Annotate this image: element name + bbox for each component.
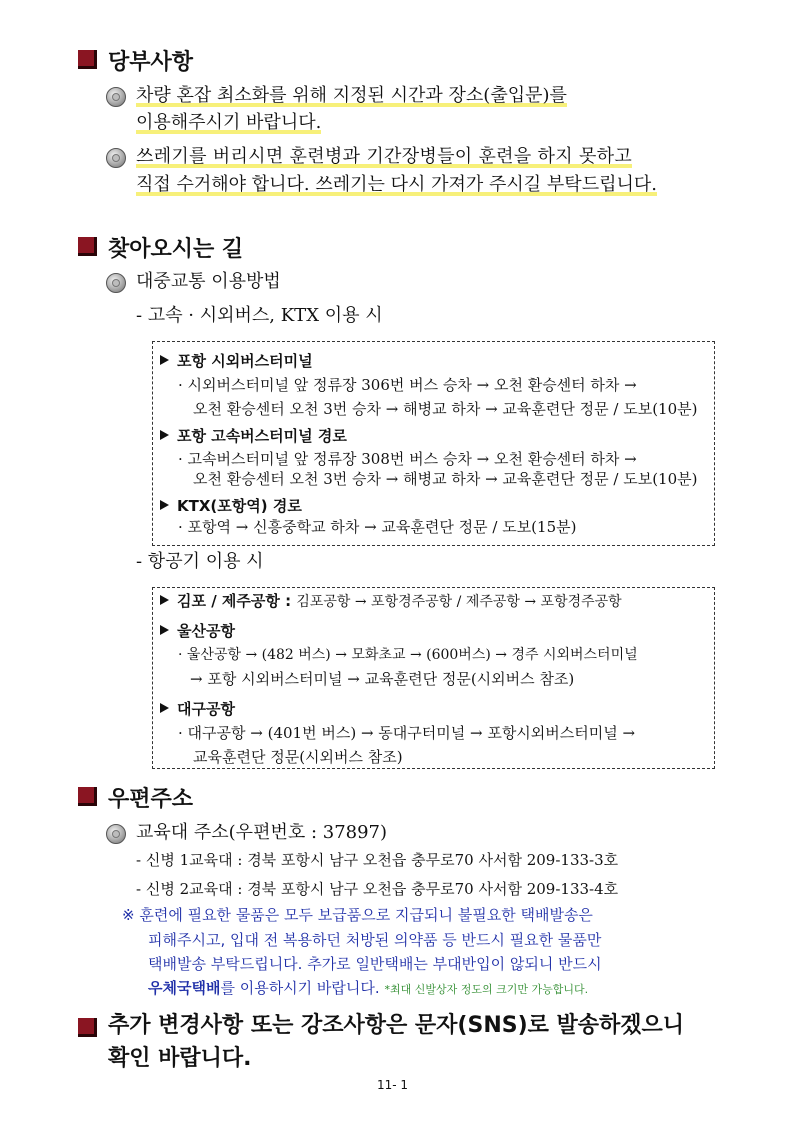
section-marker-icon: [78, 1018, 97, 1037]
notice-line: 이용해주시기 바랍니다.: [136, 112, 322, 133]
route-line: · 대구공항 → (401번 버스) → 동대구터미널 → 포항시외버스터미널 →: [178, 724, 636, 742]
route-line: · 포항역 → 신흥중학교 하차 → 교육훈련단 정문 / 도보(15분): [178, 518, 577, 536]
triangle-bullet-icon: [160, 703, 169, 713]
route-heading: 김포 / 제주공항 : 김포공항 → 포항경주공항 / 제주공항 → 포항경주공항: [160, 591, 622, 612]
triangle-bullet-icon: [160, 625, 169, 635]
section-title-directions: 찾아오시는 길: [108, 237, 244, 262]
page-number: 11- 1: [377, 1078, 409, 1092]
parcel-note-line: 우체국택배를 이용하시기 바랍니다. *최대 신발상자 정도의 크기만 가능합니다.: [148, 979, 589, 997]
postal-address-line: - 신병 1교육대 : 경북 포항시 남구 오천읍 충무로70 사서함 209-133-3호: [136, 851, 619, 869]
notice-line: 차량 혼잡 최소화를 위해 지정된 시간과 장소(출입문)를: [136, 85, 567, 106]
parcel-note-line: ※ 훈련에 필요한 물품은 모두 보급품으로 지급되니 불필요한 택배발송은: [122, 906, 593, 924]
route-heading: 포항 시외버스터미널: [160, 351, 313, 371]
bus-ktx-subheading: - 고속 · 시외버스, KTX 이용 시: [136, 305, 383, 326]
section-title-postal: 우편주소: [108, 787, 194, 812]
triangle-bullet-icon: [160, 355, 169, 365]
triangle-bullet-icon: [160, 430, 169, 440]
postal-address-line: - 신병 2교육대 : 경북 포항시 남구 오천읍 충무로70 사서함 209-133-4호: [136, 880, 619, 898]
post-office-parcel-label: 우체국택배: [148, 979, 221, 997]
circle-bullet-icon: [106, 148, 126, 168]
section-marker-icon: [78, 50, 97, 69]
route-heading: 대구공항: [160, 699, 235, 719]
route-line: 오천 환승센터 오천 3번 승차 → 해병교 하차 → 교육훈련단 정문 / 도보(10분): [193, 470, 698, 488]
circle-bullet-icon: [106, 824, 126, 844]
route-heading: 포항 고속버스터미널 경로: [160, 426, 347, 446]
section-title-notice: 당부사항: [108, 50, 194, 75]
route-line: 오천 환승센터 오천 3번 승차 → 해병교 하차 → 교육훈련단 정문 / 도보(10분): [193, 400, 698, 418]
parcel-size-note: *최대 신발상자 정도의 크기만 가능합니다.: [384, 983, 589, 996]
parcel-note-line: 택배발송 부탁드립니다. 추가로 일반택배는 부대반입이 않되니 반드시: [148, 955, 602, 973]
circle-bullet-icon: [106, 273, 126, 293]
public-transport-label: 대중교통 이용방법: [136, 271, 281, 292]
route-line: → 포항 시외버스터미널 → 교육훈련단 정문(시외버스 참조): [190, 670, 575, 688]
route-line: · 시외버스터미널 앞 정류장 306번 버스 승차 → 오천 환승센터 하차 →: [178, 376, 637, 394]
closing-line: 추가 변경사항 또는 강조사항은 문자(SNS)로 발송하겠으니: [108, 1013, 685, 1038]
route-heading: 울산공항: [160, 621, 235, 641]
triangle-bullet-icon: [160, 595, 169, 605]
route-heading: KTX(포항역) 경로: [160, 496, 302, 516]
postal-address-label: 교육대 주소(우편번호 : 37897): [136, 822, 388, 843]
air-subheading: - 항공기 이용 시: [136, 551, 264, 572]
section-marker-icon: [78, 237, 97, 256]
section-marker-icon: [78, 787, 97, 806]
circle-bullet-icon: [106, 87, 126, 107]
route-line: · 울산공항 → (482 버스) → 모화초교 → (600버스) → 경주 시외버스터미널: [178, 647, 638, 663]
triangle-bullet-icon: [160, 500, 169, 510]
route-line: 교육훈련단 정문(시외버스 참조): [193, 748, 403, 766]
notice-line: 직접 수거해야 합니다. 쓰레기는 다시 가져가 주시길 부탁드립니다.: [136, 174, 657, 195]
parcel-note-line: 피해주시고, 입대 전 복용하던 처방된 의약품 등 반드시 필요한 물품만: [148, 931, 602, 949]
notice-line: 쓰레기를 버리시면 훈련병과 기간장병들이 훈련을 하지 못하고: [136, 146, 633, 167]
route-line: · 고속버스터미널 앞 정류장 308번 버스 승차 → 오천 환승센터 하차 →: [178, 450, 637, 468]
closing-line: 확인 바랍니다.: [108, 1046, 252, 1071]
